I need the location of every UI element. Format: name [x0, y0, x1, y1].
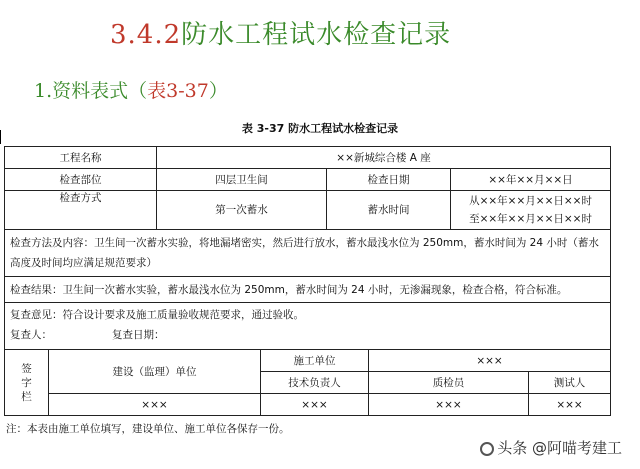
- tester-signature: ×××: [529, 394, 611, 416]
- review-signoff-line: [10, 325, 605, 345]
- table-footnote: 注：本表由施工单位填写，建设单位、施工单位各保存一份。: [6, 423, 290, 435]
- inspection-method-value: 第一次蓄水: [157, 191, 327, 230]
- water-storage-time-label: 蓄水时间: [327, 191, 451, 230]
- subtitle-prefix: 1.资料表式（: [34, 80, 148, 102]
- tech-lead-signature: ×××: [261, 394, 369, 416]
- inspection-location-label: 检查部位: [5, 169, 157, 191]
- watermark: [480, 437, 622, 458]
- storage-time-from: 从××年××月××日××时: [469, 195, 592, 207]
- subtitle-table-ref: 表3-37: [147, 80, 209, 102]
- subtitle-suffix: ）: [208, 80, 228, 102]
- inspection-method-label: 检查方式: [5, 191, 157, 230]
- signature-column-label: [5, 350, 49, 416]
- sign-char-1: 签: [21, 362, 32, 375]
- tech-lead-label: 技术负责人: [261, 372, 369, 394]
- reviewer-label: 复查人：: [10, 329, 52, 341]
- project-name-value: ××新城综合楼 A 座: [157, 147, 611, 169]
- slide-subtitle: [34, 76, 228, 103]
- watermark-logo-icon: [480, 442, 494, 456]
- inspection-result: 检查结果：卫生间一次蓄水实验，蓄水最浅水位为 250mm，蓄水时间为 24 小时，无渗漏现象，检查合格，符合标准。: [5, 277, 611, 303]
- review-date-label: 复查日期：: [112, 329, 165, 341]
- project-name-label: 工程名称: [5, 147, 157, 169]
- tester-label: 测试人: [529, 372, 611, 394]
- water-storage-time-value: [451, 191, 611, 230]
- inspection-content: 检查方法及内容：卫生间一次蓄水实验，将地漏堵密实，然后进行放水，蓄水最浅水位为 250mm，蓄水时间为 24 小时（蓄水高度及时间均应满足规范要求）: [5, 230, 611, 277]
- slide-title-number: 3.4.2: [110, 20, 182, 50]
- inspection-record-table: [4, 146, 611, 416]
- review-opinion: 复查意见：符合设计要求及施工质量验收规范要求，通过验收。: [10, 309, 304, 321]
- qc-inspector-signature: ×××: [369, 394, 529, 416]
- qc-inspector-label: 质检员: [369, 372, 529, 394]
- inspection-date-label: 检查日期: [327, 169, 451, 191]
- inspection-location-value: 四层卫生间: [157, 169, 327, 191]
- review-block: [5, 303, 611, 350]
- sign-char-2: 字: [21, 376, 32, 389]
- supervisor-unit-label: 建设（监理）单位: [49, 350, 261, 394]
- table-caption: 表 3-37 防水工程试水检查记录: [241, 122, 399, 135]
- contractor-label: 施工单位: [261, 350, 369, 372]
- watermark-text: 头条 @阿喵考建工: [497, 439, 622, 457]
- contractor-value: ×××: [369, 350, 611, 372]
- slide-title: [110, 14, 451, 51]
- slide-title-text: 防水工程试水检查记录: [181, 20, 452, 50]
- storage-time-to: 至××年××月××日××时: [469, 213, 592, 225]
- inspection-date-value: ××年××月××日: [451, 169, 611, 191]
- supervisor-signature: ×××: [49, 394, 261, 416]
- sign-char-3: 栏: [21, 390, 32, 403]
